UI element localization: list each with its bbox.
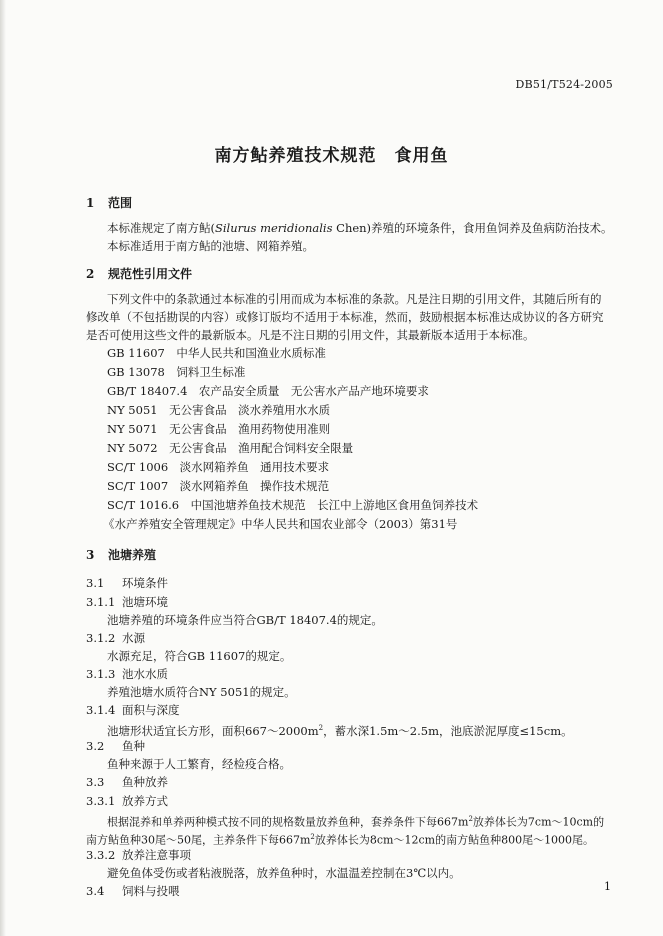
subsection-text: 根据混养和单养两种模式按不同的规格数量放养鱼种，套养条件下每$667m^2$放养体长为7cm～10cm的 xyxy=(107,815,605,829)
reference-item: NY 5072 无公害食品 渔用配合饲料安全限量 xyxy=(107,441,354,455)
section-1-paragraph-2: 本标准适用于南方鲇的池塘、网箱养殖。 xyxy=(107,239,314,253)
subsection-text: 池塘形状适宜长方形，面积$667\sim 2000m^2$，蓄水深1.5m～2.5m，池底淤泥厚度≤15cm。 xyxy=(107,723,573,738)
reference-item: SC/T 1007 淡水网箱养鱼 操作技术规范 xyxy=(107,479,330,493)
section-1-heading: 1 范围 xyxy=(86,196,133,210)
subsection-text: 南方鲇鱼种30尾～50尾，主养条件下每$667m^2$放养体长为8cm～12cm的南方鲇鱼种800尾～1000尾。 xyxy=(86,833,595,847)
reference-item: SC/T 1006 淡水网箱养鱼 通用技术要求 xyxy=(107,460,330,474)
section-2-intro-line: 是否可使用这些文件的最新版本。凡是不注日期的引用文件，其最新版本适用于本标准。 xyxy=(86,328,535,342)
latin-name: Silurus meridionalis xyxy=(215,221,333,235)
reference-item: SC/T 1016.6 中国池塘养鱼技术规范 长江中上游地区食用鱼饲养技术 xyxy=(107,498,479,512)
standard-code: DB51/T524-2005 xyxy=(515,78,613,91)
subsection-heading: 3.3.1 放养方式 xyxy=(86,794,168,808)
section-2-intro-line: 修改单（不包括勘误的内容）或修订版均不适用于本标准，然而，鼓励根据本标准达成协议的各方研究 xyxy=(86,310,604,324)
section-1-paragraph-1: 本标准规定了南方鲇(Silurus meridionalis Chen)养殖的环境条件，食用鱼饲养及鱼病防治技术。 xyxy=(107,221,613,235)
reference-item: NY 5071 无公害食品 渔用药物使用准则 xyxy=(107,422,331,436)
reference-item: GB 13078 饲料卫生标准 xyxy=(107,365,246,379)
subsection-heading: 3.1.1 池塘环境 xyxy=(86,595,168,609)
page-title: 南方鲇养殖技术规范 食用鱼 xyxy=(214,146,449,166)
subsection-heading: 3.2 鱼种 xyxy=(86,739,145,753)
reference-item: GB/T 18407.4 农产品安全质量 无公害水产品产地环境要求 xyxy=(107,384,429,398)
section-3-heading: 3 池塘养殖 xyxy=(86,548,157,562)
reference-item: GB 11607 中华人民共和国渔业水质标准 xyxy=(107,346,326,360)
subsection-text: 避免鱼体受伤或者粘液脱落，放养鱼种时，水温温差控制在3℃以内。 xyxy=(107,866,461,880)
reference-item: NY 5051 无公害食品 淡水养殖用水水质 xyxy=(107,403,331,417)
page-number: 1 xyxy=(604,880,611,893)
subsection-heading: 3.3.2 放养注意事项 xyxy=(86,848,191,862)
subsection-text: 水源充足，符合GB 11607的规定。 xyxy=(107,649,292,663)
subsection-heading: 3.1.3 池水水质 xyxy=(86,667,168,681)
subsection-text: 鱼种来源于人工繁育，经检疫合格。 xyxy=(107,757,291,771)
subsection-heading: 3.4 饲料与投喂 xyxy=(86,884,180,898)
subsection-text: 养殖池塘水质符合NY 5051的规定。 xyxy=(107,685,296,699)
subsection-heading: 3.1.4 面积与深度 xyxy=(86,703,180,717)
subsection-heading: 3.1 环境条件 xyxy=(86,576,168,590)
subsection-heading: 3.1.2 水源 xyxy=(86,631,145,645)
subsection-text: 池塘养殖的环境条件应当符合GB/T 18407.4的规定。 xyxy=(107,613,383,627)
section-2-intro-line: 下列文件中的条款通过本标准的引用而成为本标准的条款。凡是注日期的引用文件，其随后所有的 xyxy=(107,292,602,306)
reference-item: 《水产养殖安全管理规定》中华人民共和国农业部令（2003）第31号 xyxy=(103,517,458,531)
section-2-heading: 2 规范性引用文件 xyxy=(86,267,193,281)
subsection-heading: 3.3 鱼种放养 xyxy=(86,775,168,789)
